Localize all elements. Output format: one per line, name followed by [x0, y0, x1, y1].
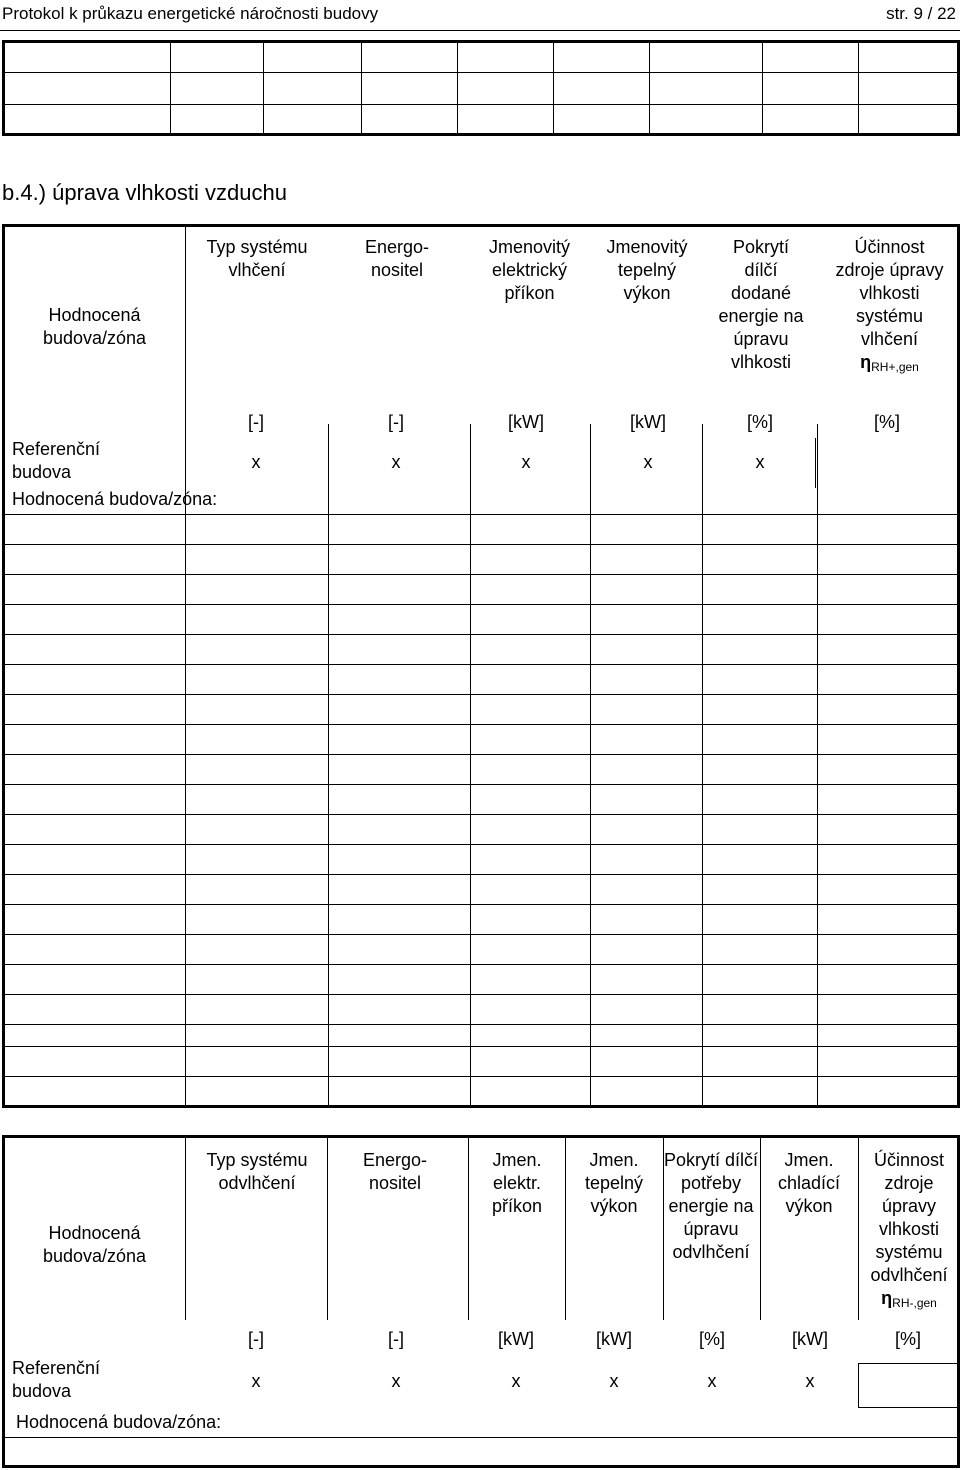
table-row-line	[2, 1046, 960, 1047]
table-row-line	[2, 724, 960, 725]
reference-building-label: Referenční budova	[12, 439, 101, 482]
reference-value: x	[755, 452, 765, 472]
column-header: Jmenovitý tepelný výkon	[606, 237, 688, 303]
reference-value: x	[391, 1371, 401, 1391]
reference-value: x	[521, 452, 531, 472]
table-col-line	[649, 40, 650, 136]
table-col-line	[185, 1135, 186, 1320]
unit-label: [kW]	[508, 412, 544, 432]
table-col-line	[327, 1135, 328, 1320]
page-number: str. 9 / 22	[886, 4, 956, 23]
reference-empty-cell-border	[815, 438, 816, 488]
unit-label: [kW]	[498, 1329, 534, 1349]
unit-label: [%]	[894, 1329, 921, 1349]
column-header: Jmen. tepelný výkon	[584, 1150, 644, 1216]
previous-table-continuation	[2, 40, 960, 136]
table-col-line	[361, 40, 362, 136]
table-col-line	[817, 424, 818, 1108]
table-col-line	[858, 40, 859, 136]
header-rule	[0, 30, 960, 31]
unit-label: [-]	[388, 412, 404, 432]
table-col-line	[185, 224, 186, 1108]
table-col-line	[468, 1135, 469, 1320]
table-col-line	[762, 40, 763, 136]
unit-label: [-]	[388, 1329, 404, 1349]
table-row-line	[2, 994, 960, 995]
table-row-line	[2, 1437, 960, 1438]
table-row-line	[2, 574, 960, 575]
table-row-line	[2, 814, 960, 815]
unit-label: [kW]	[792, 1329, 828, 1349]
table-row-line	[2, 104, 960, 105]
eta-subscript: RH+,gen	[871, 360, 919, 374]
eta-subscript: RH-,gen	[892, 1296, 937, 1310]
table-col-line	[858, 1135, 859, 1320]
table-col-line	[328, 424, 329, 1108]
table-row-line	[2, 1024, 960, 1025]
evaluated-building-label: Hodnocená budova/zóna:	[16, 1412, 222, 1432]
table-col-line	[590, 424, 591, 1108]
column-header-label: Účinnost zdroje úpravy vlhkosti systému odvlhčení	[870, 1150, 948, 1285]
reference-value: x	[251, 452, 261, 472]
column-header: Typ systému vlhčení	[206, 237, 308, 280]
column-header: Energo-nositel	[362, 1150, 428, 1193]
table-row-line	[2, 694, 960, 695]
column-header	[860, 1149, 958, 1315]
reference-value: x	[251, 1371, 261, 1391]
unit-label: [%]	[698, 1329, 725, 1349]
column-header: Pokrytí dílčí potřeby energie na úpravu odvlhčení	[663, 1150, 759, 1262]
eta-symbol: η	[881, 1288, 893, 1308]
reference-empty-cell-border	[858, 1363, 960, 1364]
unit-label: [-]	[248, 1329, 264, 1349]
reference-value: x	[511, 1371, 521, 1391]
table-row-line	[2, 514, 960, 515]
table-row-line	[2, 634, 960, 635]
column-header: Typ systému odvlhčení	[206, 1150, 308, 1193]
table-row-line	[2, 964, 960, 965]
reference-value: x	[609, 1371, 619, 1391]
reference-empty-cell-border	[858, 1407, 960, 1408]
table-col-line	[457, 40, 458, 136]
table-row-line	[2, 934, 960, 935]
table-row-line	[2, 784, 960, 785]
humidification-table	[2, 224, 960, 1108]
column-header: Jmen. chladící výkon	[777, 1150, 841, 1216]
unit-label: [kW]	[596, 1329, 632, 1349]
reference-value: x	[707, 1371, 717, 1391]
unit-label: [%]	[746, 412, 773, 432]
unit-label: [%]	[873, 412, 900, 432]
evaluated-building-label: Hodnocená budova/zóna:	[12, 489, 218, 509]
dehumidification-table	[2, 1135, 960, 1468]
section-title: b.4.) úprava vlhkosti vzduchu	[2, 180, 287, 205]
table-row-line	[2, 664, 960, 665]
table-row-line	[2, 874, 960, 875]
row-header: Hodnocená budova/zóna	[42, 305, 147, 348]
table-col-line	[263, 40, 264, 136]
reference-value: x	[805, 1371, 815, 1391]
table-row-line	[2, 844, 960, 845]
column-header: Jmen. elektr. příkon	[491, 1150, 543, 1216]
table-row-line	[2, 754, 960, 755]
table-row-line	[2, 604, 960, 605]
table-col-line	[565, 1135, 566, 1320]
column-header: Energo-nositel	[364, 237, 430, 280]
table-col-line	[760, 1135, 761, 1320]
table-col-line	[170, 40, 171, 136]
page-header	[0, 0, 960, 30]
row-header: Hodnocená budova/zóna	[42, 1223, 147, 1266]
column-header: Pokrytí dílčí dodané energie na úpravu vlhkosti	[718, 237, 804, 372]
table-col-line	[702, 424, 703, 1108]
reference-value: x	[391, 452, 401, 472]
column-header: Jmenovitý elektrický příkon	[488, 237, 571, 303]
table-row-line	[2, 1076, 960, 1077]
reference-value: x	[643, 452, 653, 472]
unit-label: [-]	[248, 412, 264, 432]
column-header-label: Účinnost zdroje úpravy vlhkosti systému vlhčení	[835, 237, 944, 349]
reference-building-label: Referenční budova	[12, 1358, 101, 1401]
table-row-line	[2, 904, 960, 905]
table-frame	[2, 40, 960, 136]
column-header	[832, 236, 947, 379]
table-row-line	[2, 72, 960, 73]
table-col-line	[470, 424, 471, 1108]
document-title: Protokol k průkazu energetické náročnosti budovy	[2, 4, 379, 23]
table-row-line	[2, 544, 960, 545]
eta-symbol: η	[860, 352, 872, 372]
unit-label: [kW]	[630, 412, 666, 432]
table-col-line	[553, 40, 554, 136]
